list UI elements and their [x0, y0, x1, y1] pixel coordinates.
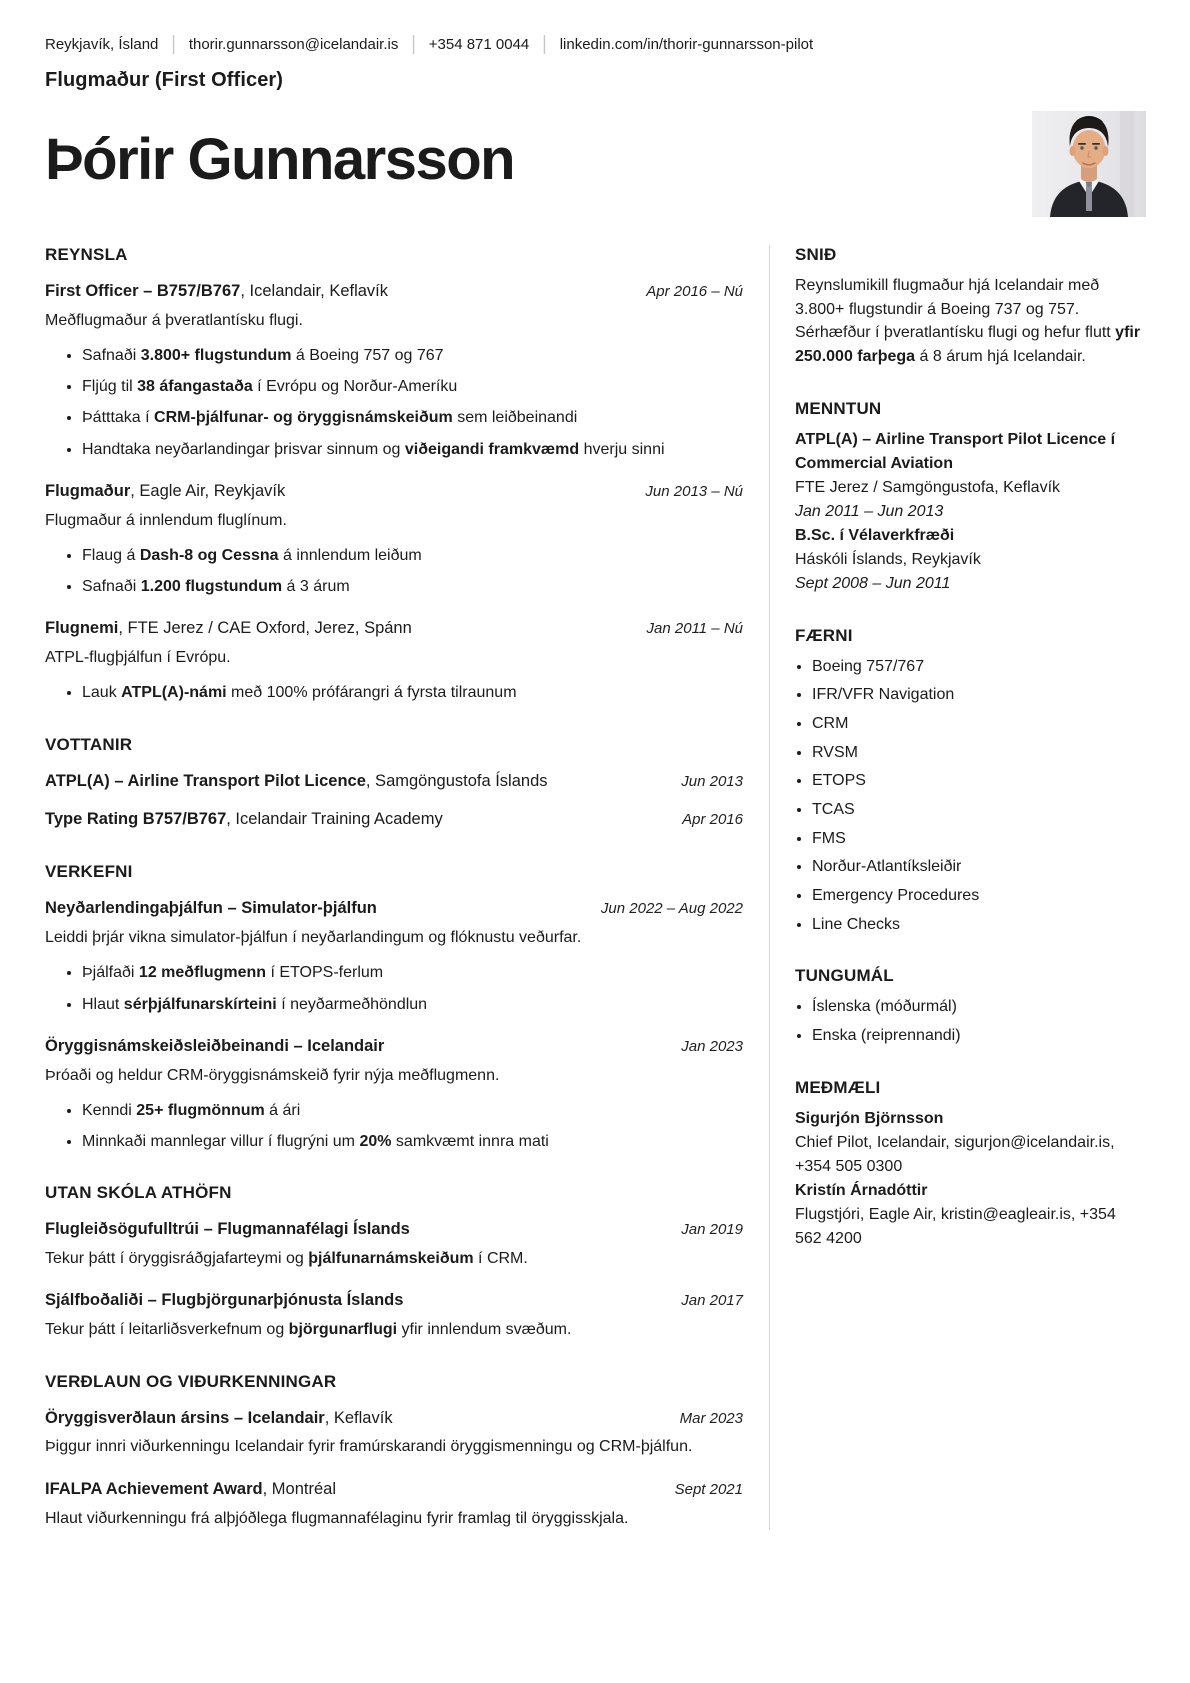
degree-title: ATPL(A) – Airline Transport Pilot Licence í Commercial Aviation	[795, 430, 1116, 472]
reference-detail: Flugstjóri, Eagle Air, kristin@eagleair.is, +354 562 4200	[795, 1205, 1116, 1247]
job-summary: ATPL-flugþjálfun í Evrópu.	[45, 649, 231, 667]
section-education	[795, 399, 1145, 596]
certification-date: Apr 2016	[682, 811, 743, 829]
bullet-item: • Minnkaði mannlegar villur í flugrýni um 20% samkvæmt innra mati	[82, 1130, 743, 1153]
bullet-item: • Þjálfaði 12 meðflugmenn í ETOPS-ferlum	[82, 961, 743, 984]
job-bullets	[45, 344, 743, 461]
activity-title: Flugleiðsögufulltrúi – Flugmannafélagi Íslands	[45, 1220, 410, 1239]
school-name: FTE Jerez / Samgöngustofa, Keflavík	[795, 478, 1061, 496]
bullet-item: • Safnaði 1.200 flugstundum á 3 árum	[82, 575, 743, 598]
contact-line	[45, 34, 1145, 54]
award-summary: Þiggur innri viðurkenningu Icelandair fyrir framúrskarandi öryggismenningu og CRM-þjálfun.	[45, 1438, 693, 1456]
bullet-item: • Safnaði 3.800+ flugstundum á Boeing 757 og 767	[82, 344, 743, 367]
section-heading-profile: SNIÐ	[795, 244, 837, 264]
job-title: Flugmaður, Eagle Air, Reykjavík	[45, 481, 286, 500]
certification-row	[45, 770, 743, 794]
school-name: Háskóli Íslands, Reykjavík	[795, 550, 981, 568]
award-date: Sept 2021	[674, 1480, 743, 1498]
certification-row	[45, 808, 743, 832]
award-title: IFALPA Achievement Award, Montréal	[45, 1479, 336, 1498]
candidate-name: Þórir Gunnarsson	[45, 127, 515, 192]
section-heading-awards: VERÐLAUN OG VIÐURKENNINGAR	[45, 1371, 337, 1391]
education-entry	[795, 428, 1145, 524]
project-entry	[45, 897, 743, 1015]
section-heading-skills: FÆRNI	[795, 625, 853, 645]
skill-item: • IFR/VFR Navigation	[812, 683, 1145, 707]
education-dates: Jan 2011 – Jun 2013	[795, 502, 944, 520]
project-bullets	[45, 961, 743, 1015]
job-bullets	[45, 681, 743, 704]
project-dates: Jan 2023	[681, 1037, 743, 1055]
education-dates: Sept 2008 – Jun 2011	[795, 574, 951, 592]
job-role-subtitle: Flugmaður (First Officer)	[45, 69, 284, 91]
section-heading-projects: VERKEFNI	[45, 862, 133, 882]
section-projects	[45, 862, 743, 1153]
bullet-item: • Fljúg til 38 áfangastaða í Evrópu og Norður-Ameríku	[82, 375, 743, 398]
profile-photo	[1032, 111, 1146, 217]
reference-entry	[795, 1107, 1145, 1179]
project-dates: Jun 2022 – Aug 2022	[600, 900, 743, 918]
job-title: Flugnemi, FTE Jerez / CAE Oxford, Jerez, Spánn	[45, 619, 412, 638]
contact-separator: |	[171, 32, 176, 55]
job-dates: Jan 2011 – Nú	[646, 620, 743, 638]
section-references	[795, 1078, 1145, 1251]
project-summary: Leiddi þrjár vikna simulator-þjálfun í neyðarlandingum og flóknustu veðurfar.	[45, 929, 582, 947]
education-entry	[795, 524, 1145, 596]
bullet-item: • Flaug á Dash-8 og Cessna á innlendum leiðum	[82, 544, 743, 567]
profile-summary-text: Reynslumikill flugmaður hjá Icelandair með 3.800+ flugstundir á Boeing 737 og 757. Sérhæfður í þveratlantísku flugi og hefur flutt yfir 250.000 farþega á 8 árum hjá Icelandair.	[795, 276, 1141, 365]
award-entry	[45, 1478, 743, 1530]
right-column	[770, 245, 1145, 1530]
project-entry	[45, 1035, 743, 1153]
section-heading-extracurricular: UTAN SKÓLA ATHÖFN	[45, 1183, 232, 1203]
project-title: Neyðarlendingaþjálfun – Simulator-þjálfun	[45, 899, 377, 918]
section-heading-references: MEÐMÆLI	[795, 1077, 881, 1097]
job-dates: Jun 2013 – Nú	[645, 482, 743, 500]
section-awards	[45, 1372, 743, 1530]
award-date: Mar 2023	[679, 1409, 743, 1427]
languages-list	[795, 995, 1145, 1047]
experience-entry	[45, 480, 743, 598]
section-heading-education: MENNTUN	[795, 398, 882, 418]
skill-item: • TCAS	[812, 798, 1145, 822]
headshot-illustration	[1032, 111, 1146, 217]
project-bullets	[45, 1099, 743, 1153]
job-summary: Flugmaður á innlendum fluglínum.	[45, 511, 287, 529]
degree-title: B.Sc. í Vélaverkfræði	[795, 526, 955, 544]
job-dates: Apr 2016 – Nú	[646, 282, 743, 300]
contact-phone[interactable]: +354 871 0044	[428, 35, 530, 53]
bullet-item: • Hlaut sérþjálfunarskírteini í neyðarmeðhöndlun	[82, 993, 743, 1016]
activity-summary: Tekur þátt í leitarliðsverkefnum og björgunarflugi yfir innlendum svæðum.	[45, 1321, 572, 1339]
section-certifications	[45, 735, 743, 833]
bullet-item: • Þátttaka í CRM-þjálfunar- og öryggisnámskeiðum sem leiðbeinandi	[82, 406, 743, 429]
reference-entry	[795, 1179, 1145, 1251]
job-bullets	[45, 544, 743, 598]
skill-item: • Norður-Atlantíksleiðir	[812, 855, 1145, 879]
skill-item: • ETOPS	[812, 769, 1145, 793]
skill-item: • CRM	[812, 712, 1145, 736]
contact-separator: |	[411, 32, 416, 55]
section-profile	[795, 245, 1145, 369]
activity-title: Sjálfboðaliði – Flugbjörgunarþjónusta Íslands	[45, 1291, 404, 1310]
skill-item: • Line Checks	[812, 913, 1145, 937]
skill-item: • Emergency Procedures	[812, 884, 1145, 908]
activity-summary: Tekur þátt í öryggisráðgjafarteymi og þjálfunarnámskeiðum í CRM.	[45, 1250, 528, 1268]
skills-list	[795, 655, 1145, 937]
extracurricular-entry	[45, 1289, 743, 1341]
award-summary: Hlaut viðurkenningu frá alþjóðlega flugmannafélaginu fyrir framlag til öryggisskjala.	[45, 1509, 629, 1527]
section-skills	[795, 626, 1145, 937]
contact-separator: |	[542, 32, 547, 55]
certification-date: Jun 2013	[681, 772, 743, 790]
section-extracurricular	[45, 1183, 743, 1341]
bullet-item: • Kenndi 25+ flugmönnum á ári	[82, 1099, 743, 1122]
language-item: • Enska (reiprennandi)	[812, 1024, 1145, 1048]
language-item: • Íslenska (móðurmál)	[812, 995, 1145, 1019]
reference-name: Sigurjón Björnsson	[795, 1109, 944, 1127]
section-heading-certifications: VOTTANIR	[45, 734, 133, 754]
award-title: Öryggisverðlaun ársins – Icelandair, Keflavík	[45, 1408, 393, 1427]
bullet-item: • Lauk ATPL(A)-námi með 100% prófárangri á fyrsta tilraunum	[82, 681, 743, 704]
contact-email[interactable]: thorir.gunnarsson@icelandair.is	[188, 35, 399, 53]
skill-item: • Boeing 757/767	[812, 655, 1145, 679]
experience-entry	[45, 280, 743, 461]
job-title: First Officer – B757/B767, Icelandair, Keflavík	[45, 281, 389, 300]
certification-title: ATPL(A) – Airline Transport Pilot Licence, Samgöngustofa Íslands	[45, 771, 548, 790]
project-summary: Þróaði og heldur CRM-öryggisnámskeið fyrir nýja meðflugmenn.	[45, 1066, 500, 1084]
section-heading-experience: REYNSLA	[45, 244, 128, 264]
skill-item: • FMS	[812, 827, 1145, 851]
contact-linkedin[interactable]: linkedin.com/in/thorir-gunnarsson-pilot	[559, 35, 814, 53]
certification-title: Type Rating B757/B767, Icelandair Training Academy	[45, 810, 443, 829]
activity-date: Jan 2017	[681, 1292, 743, 1310]
job-summary: Meðflugmaður á þveratlantísku flugi.	[45, 311, 303, 329]
contact-location: Reykjavík, Ísland	[45, 35, 159, 53]
extracurricular-entry	[45, 1218, 743, 1270]
activity-date: Jan 2019	[681, 1221, 743, 1239]
bullet-item: • Handtaka neyðarlandingar þrisvar sinnum og viðeigandi framkvæmd hverju sinni	[82, 438, 743, 461]
award-entry	[45, 1407, 743, 1459]
skill-item: • RVSM	[812, 741, 1145, 765]
two-column-body	[45, 245, 1145, 1530]
section-experience	[45, 245, 743, 705]
left-column	[45, 245, 743, 1530]
project-title: Öryggisnámskeiðsleiðbeinandi – Icelandair	[45, 1036, 385, 1055]
section-heading-languages: TUNGUMÁL	[795, 966, 894, 986]
section-languages	[795, 966, 1145, 1047]
reference-detail: Chief Pilot, Icelandair, sigurjon@icelandair.is, +354 505 0300	[795, 1133, 1115, 1175]
experience-entry	[45, 617, 743, 704]
reference-name: Kristín Árnadóttir	[795, 1181, 928, 1199]
